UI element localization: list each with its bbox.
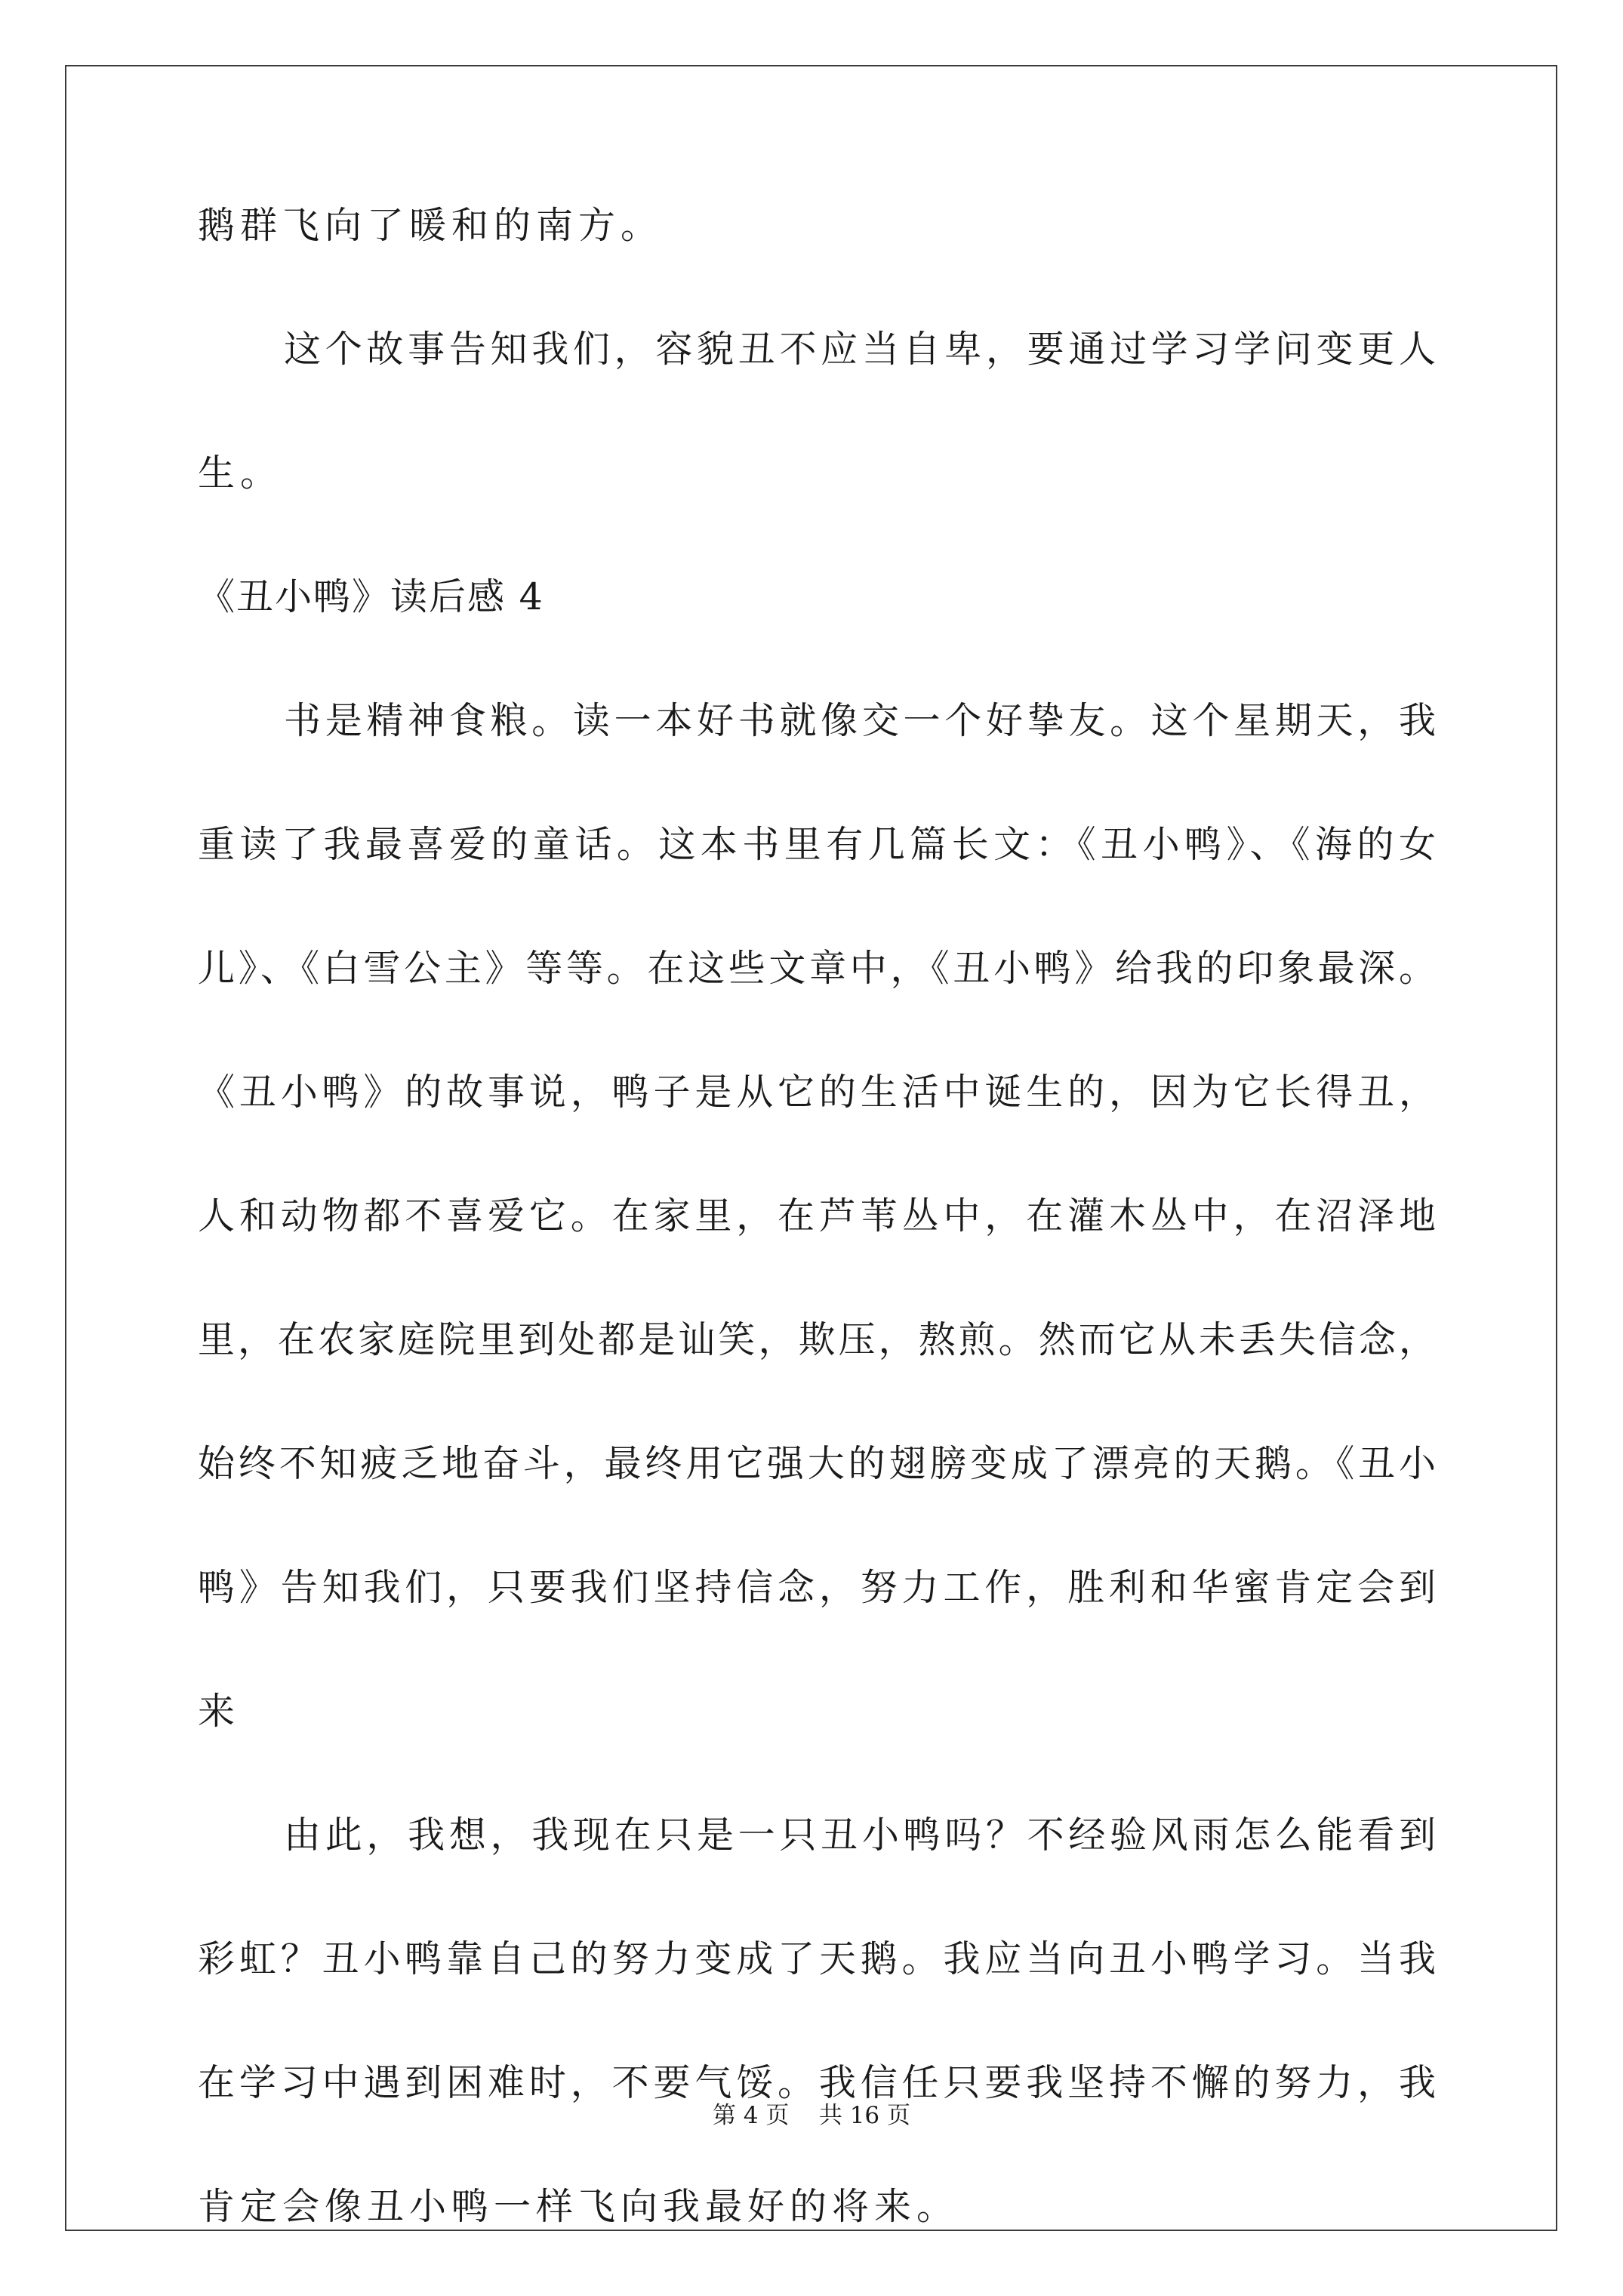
spacer xyxy=(198,1247,1436,1309)
paragraph-line: 来 xyxy=(198,1690,241,1733)
spacer xyxy=(198,628,1436,690)
spacer xyxy=(198,257,1436,319)
document-body xyxy=(198,195,1436,2238)
paragraph-line: 重读了我最喜爱的童话。这本书里有几篇长文：《丑小鸭》、《海的女 xyxy=(198,823,1436,866)
paragraph-line: 在学习中遇到困难时，不要气馁。我信任只要我坚持不懈的努力，我 xyxy=(198,2061,1436,2104)
page-number: 第 4 页 xyxy=(712,2102,790,2129)
paragraph-line: 《丑小鸭》的故事说，鸭子是从它的生活中诞生的，因为它长得丑， xyxy=(198,1071,1436,1114)
paragraph-line: 人和动物都不喜爱它。在家里，在芦苇丛中，在灌木丛中，在沼泽地 xyxy=(198,1194,1436,1237)
spacer xyxy=(198,1495,1436,1557)
paragraph-line: 始终不知疲乏地奋斗，最终用它强大的翅膀变成了漂亮的天鹅。《丑小 xyxy=(198,1442,1436,1485)
paragraph-line: 生。 xyxy=(198,451,283,495)
page-footer xyxy=(0,2096,1623,2130)
spacer xyxy=(198,876,1436,938)
spacer xyxy=(198,752,1436,814)
spacer xyxy=(198,1866,1436,1928)
spacer xyxy=(198,1990,1436,2052)
spacer xyxy=(198,1000,1436,1062)
paragraph-line: 由此，我想，我现在只是一只丑小鸭吗？不经验风雨怎么能看到 xyxy=(284,1814,1436,1857)
paragraph-line: 书是精神食粮。读一本好书就像交一个好挚友。这个星期天，我 xyxy=(284,699,1436,742)
paragraph-line: 里，在农家庭院里到处都是讪笑，欺压，熬煎。然而它从未丢失信念， xyxy=(198,1318,1436,1361)
paragraph-line: 肯定会像丑小鸭一样飞向我最好的将来。 xyxy=(198,2185,959,2228)
section-heading: 《丑小鸭》读后感 4 xyxy=(198,575,544,618)
spacer xyxy=(198,381,1436,442)
spacer xyxy=(198,1123,1436,1185)
spacer xyxy=(198,1743,1436,1804)
page-total: 共 16 页 xyxy=(818,2102,910,2129)
paragraph-line: 彩虹？丑小鸭靠自己的努力变成了天鹅。我应当向丑小鸭学习。当我 xyxy=(198,1937,1436,1980)
spacer xyxy=(198,1619,1436,1681)
paragraph-line: 儿》、《白雪公主》等等。在这些文章中，《丑小鸭》给我的印象最深。 xyxy=(198,947,1436,990)
spacer xyxy=(198,1371,1436,1433)
paragraph-line: 鹅群飞向了暖和的南方。 xyxy=(198,204,664,247)
paragraph-line: 这个故事告知我们，容貌丑不应当自卑，要通过学习学问变更人 xyxy=(284,328,1436,371)
spacer xyxy=(198,504,1436,566)
paragraph-line: 鸭》告知我们，只要我们坚持信念，努力工作，胜利和华蜜肯定会到 xyxy=(198,1566,1436,1609)
